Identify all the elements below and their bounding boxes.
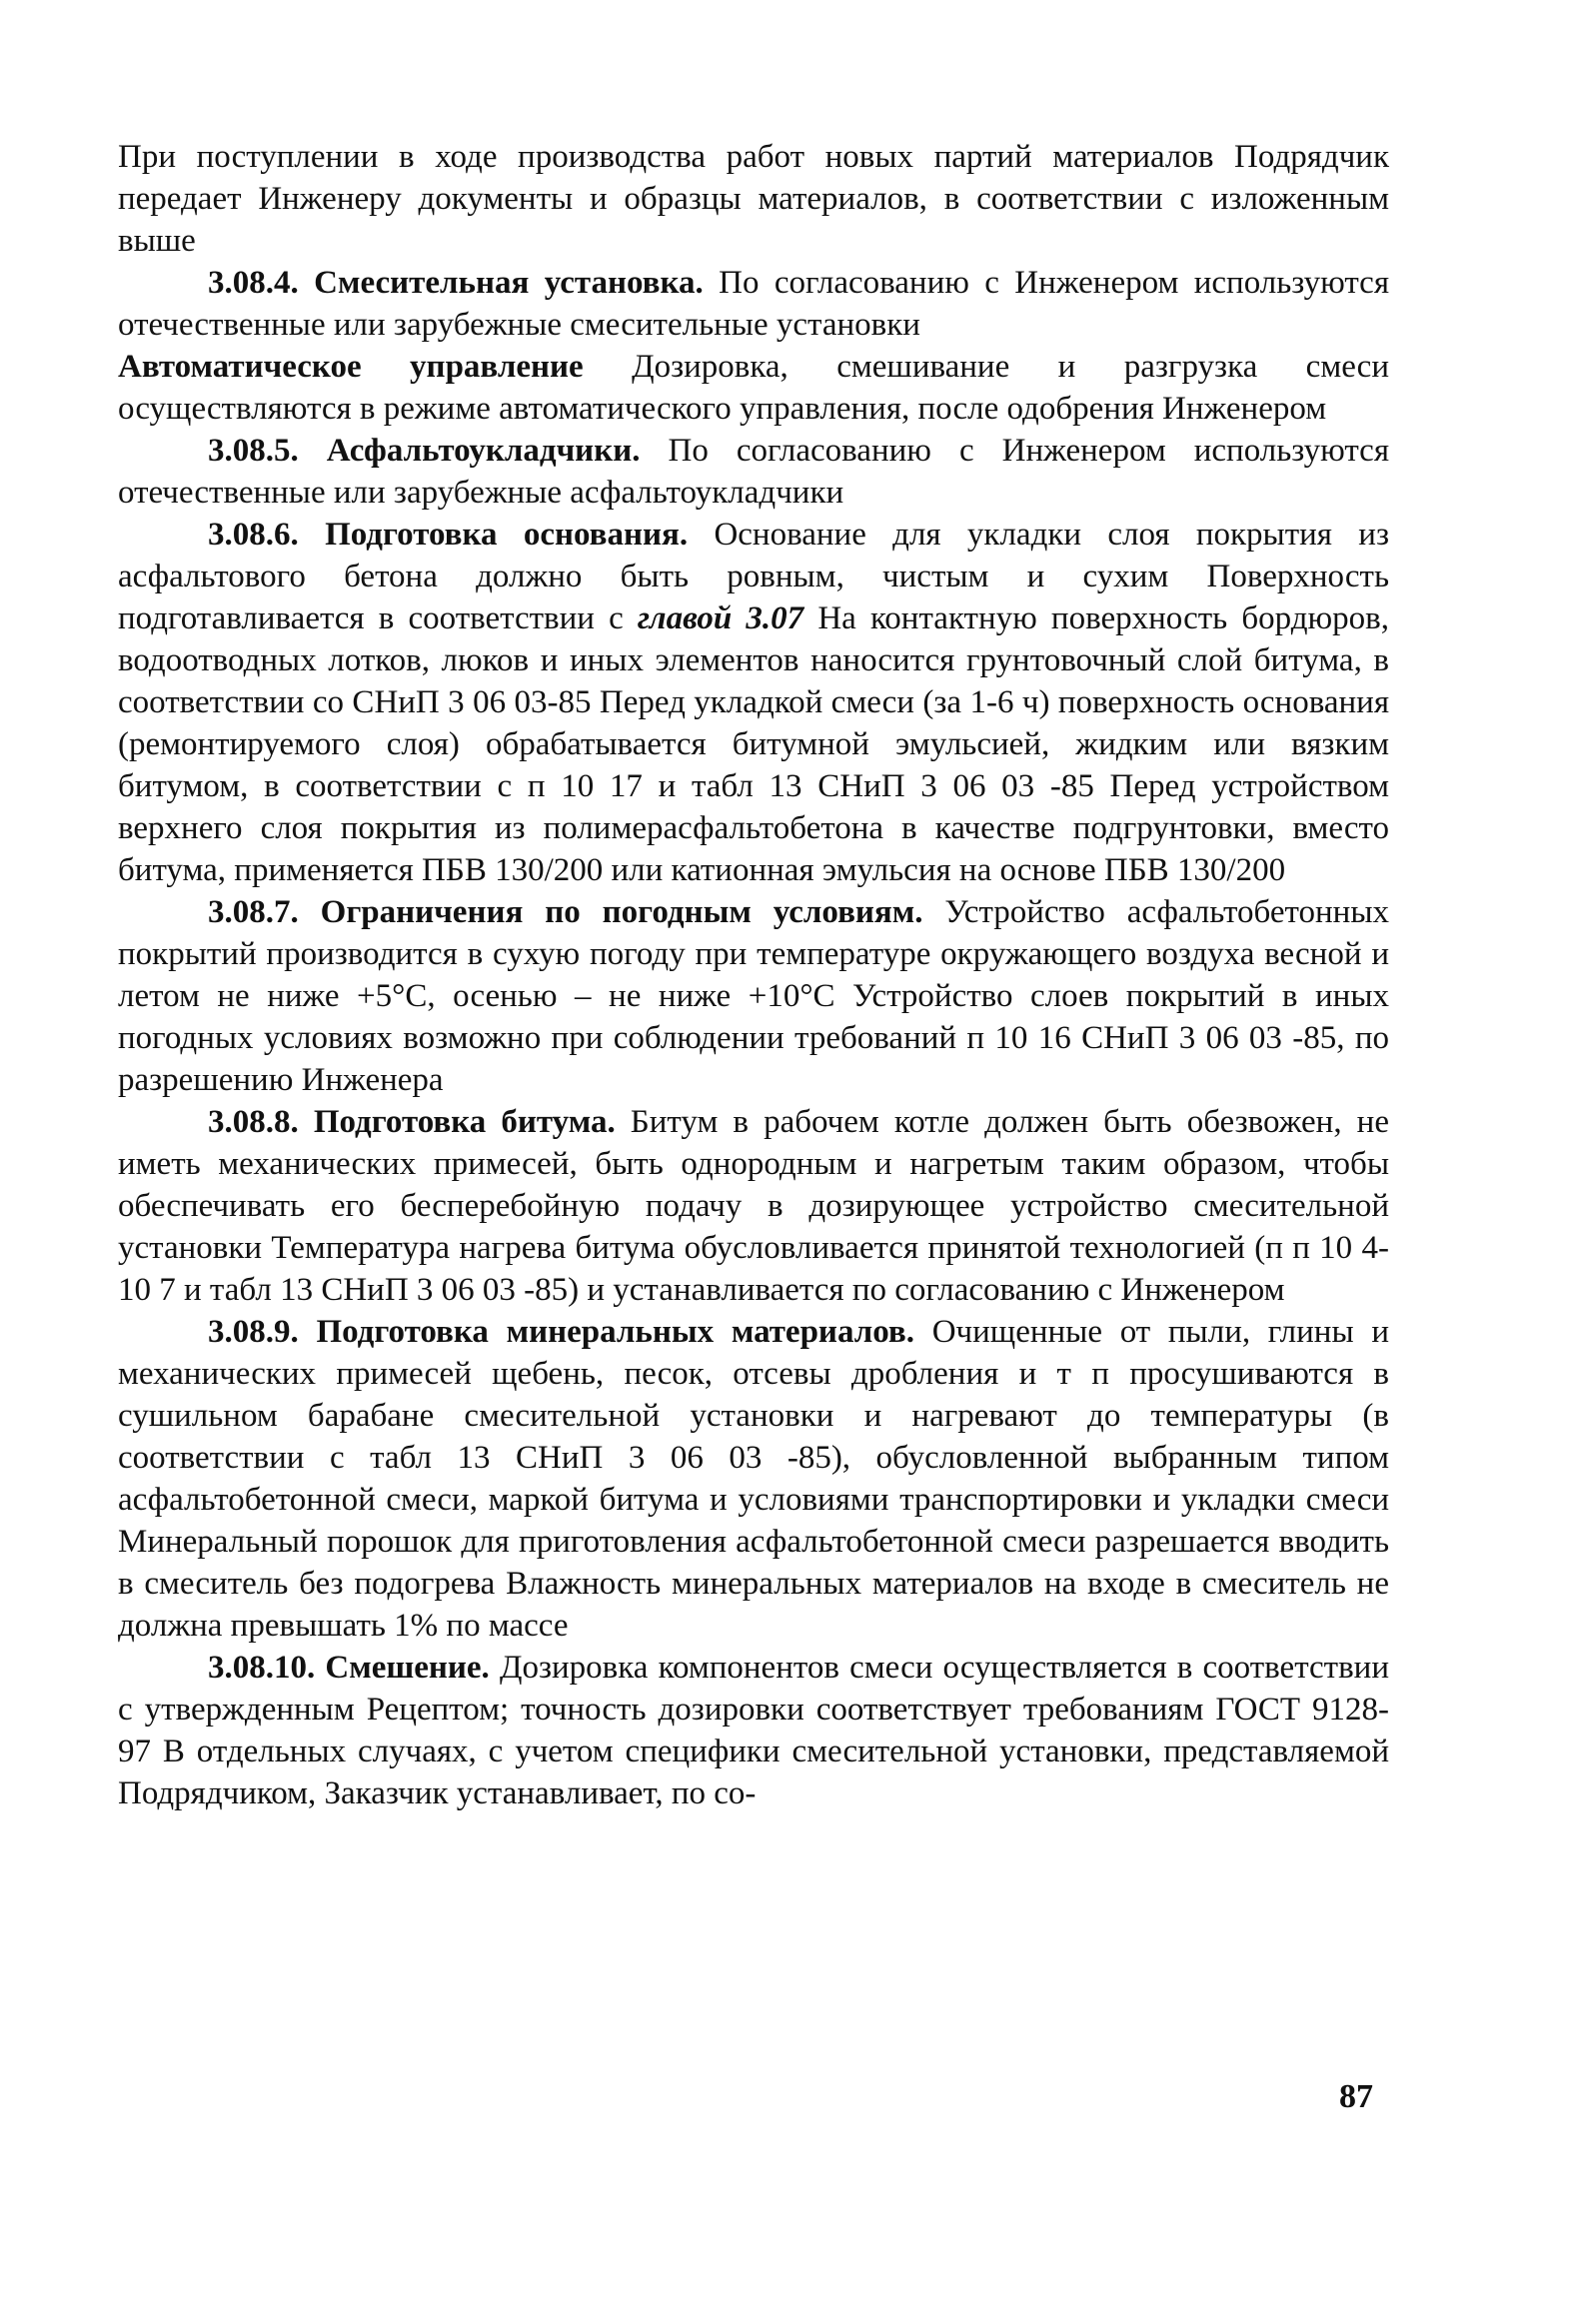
section-3-08-5 [118,430,1389,514]
paragraph-intro [118,136,1389,262]
section-text: По согласованию с Инженером используются отечественные или зарубежные асфальтоукладчики [118,433,1389,511]
section-heading: 3.08.4. Смесительная установка. [208,265,704,301]
subheading: Автоматическое управление [118,349,584,385]
paragraph-text: Дозировка, смешивание и разгрузка смеси осуществляются в режиме автоматического управления, после одобрения Инженером [118,349,1389,427]
section-heading: 3.08.6. Подготовка основания. [208,517,689,553]
section-heading: 3.08.10. Смешение. [208,1650,490,1686]
section-heading: 3.08.7. Ограничения по погодным условиям. [208,894,923,930]
section-text: По согласованию с Инженером используются отечественные или зарубежные смесительные установки [118,265,1389,343]
section-text: Устройство асфальтобетонных покрытий производится в сухую погоду при температуре окружающего воздуха весной и летом не ниже +5°С, осенью – не ниже +10°С Устройство слоев покрытий в иных погодных условиях возможно при соблюдении требований п 10 16 СНиП 3 06 03 -85, по разрешению Инженера [118,894,1389,1098]
section-3-08-4 [118,262,1389,346]
section-text: Битум в рабочем котле должен быть обезвожен, не иметь механических примесей, быть однородным и нагретым таким образом, чтобы обеспечивать его бесперебойную подачу в дозирующее устройство смесительной установки Температура нагрева битума обусловливается принятой технологией (п п 10 4-10 7 и табл 13 СНиП 3 06 03 -85) и устанавливается по согласованию с Инженером [118,1104,1389,1308]
chapter-reference: главой 3.07 [637,600,804,636]
section-heading: 3.08.9. Подготовка минеральных материалов. [208,1314,915,1350]
document-body [118,136,1389,1814]
paragraph-automatic-control [118,346,1389,430]
section-3-08-10 [118,1647,1389,1814]
section-3-08-8 [118,1101,1389,1311]
page-number: 87 [1339,2078,1373,2115]
paragraph-text: При поступлении в ходе производства работ новых партий материалов Подрядчик передает Инженеру документы и образцы материалов, в соответствии с изложенным выше [118,139,1389,259]
section-3-08-7 [118,891,1389,1101]
section-text: Дозировка компонентов смеси осуществляется в соответствии с утвержденным Рецептом; точность дозировки соответствует требованиям ГОСТ 9128-97 В отдельных случаях, с учетом специфики смесительной установки, представляемой Подрядчиком, Заказчик устанавливает, по со- [118,1650,1389,1811]
section-heading: 3.08.5. Асфальтоукладчики. [208,433,641,469]
section-text: Основание для укладки слоя покрытия из асфальтового бетона должно быть ровным, чистым и сухим Поверхность подготавливается в соответствии с [118,517,1389,636]
section-text: На контактную поверхность бордюров, водоотводных лотков, люков и иных элементов наносится грунтовочный слой битума, в соответствии со СНиП 3 06 03-85 Перед укладкой смеси (за 1-6 ч) поверхность основания (ремонтируемого слоя) обрабатывается битумной эмульсией, жидким или вязким битумом, в соответствии с п 10 17 и табл 13 СНиП 3 06 03 -85 Перед устройством верхнего слоя покрытия из полимерасфальтобетона в качестве подгрунтовки, вместо битума, применяется ПБВ 130/200 или катионная эмульсия на основе ПБВ 130/200 [118,600,1390,888]
section-3-08-9 [118,1311,1389,1647]
section-heading: 3.08.8. Подготовка битума. [208,1104,616,1140]
section-3-08-6 [118,514,1389,891]
section-text: Очищенные от пыли, глины и механических примесей щебень, песок, отсевы дробления и т п просушиваются в сушильном барабане смесительной установки и нагревают до температуры (в соответствии с табл 13 СНиП 3 06 03 -85), обусловленной выбранным типом асфальтобетонной смеси, маркой битума и условиями транспортировки и укладки смеси Минеральный порошок для приготовления асфальтобетонной смеси разрешается вводить в смеситель без подогрева Влажность минеральных материалов на входе в смеситель не должна превышать 1% по массе [118,1314,1389,1644]
